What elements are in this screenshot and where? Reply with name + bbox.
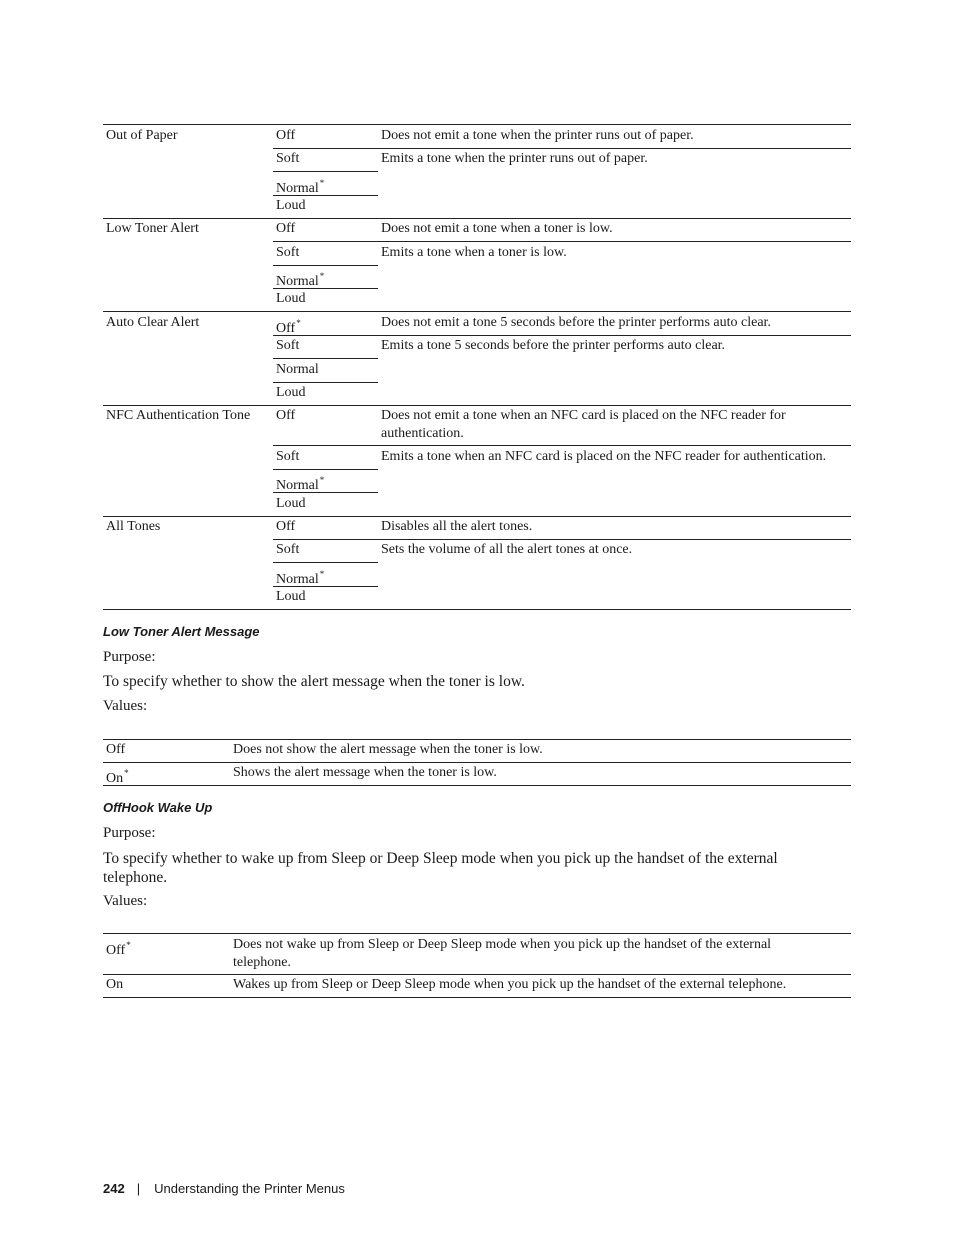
value-description: Emits a tone when a toner is low. — [381, 245, 567, 260]
value-soft: Soft — [276, 151, 300, 166]
table-rule — [103, 997, 851, 998]
setting-name: All Tones — [106, 519, 161, 534]
default-marker: * — [296, 318, 301, 328]
table-rule — [103, 974, 851, 975]
default-marker: * — [126, 940, 131, 950]
value-off: Off — [106, 742, 126, 757]
purpose-text: To specify whether to show the alert message when the toner is low. — [103, 673, 525, 690]
value-soft: Soft — [276, 449, 300, 464]
value-loud: Loud — [276, 589, 306, 604]
table-rule — [103, 739, 851, 740]
value-loud: Loud — [276, 496, 306, 511]
value-normal: Normal* — [276, 178, 325, 196]
value-description: Disables all the alert tones. — [381, 519, 533, 534]
value-off: Off — [276, 519, 296, 534]
value-description: Emits a tone when the printer runs out of paper. — [381, 151, 648, 166]
table-rule — [103, 124, 851, 125]
table-rule — [273, 445, 851, 446]
table-rule — [103, 785, 851, 786]
purpose-text: To specify whether to wake up from Sleep or Deep Sleep mode when you pick up the handset of the external telephone. — [103, 850, 778, 886]
default-marker: * — [319, 569, 325, 579]
default-marker: * — [319, 178, 325, 188]
value-description: Sets the volume of all the alert tones at once. — [381, 542, 633, 557]
value-on: On — [106, 977, 124, 992]
table-rule — [273, 171, 378, 172]
values-label: Values: — [103, 893, 148, 909]
value-on: On* — [106, 768, 129, 786]
page-footer — [103, 1180, 345, 1198]
value-description: Emits a tone 5 seconds before the printer performs auto clear. — [381, 338, 726, 353]
value-off: Off* — [106, 940, 131, 958]
table-rule — [103, 933, 851, 934]
section-heading: OffHook Wake Up — [103, 800, 213, 815]
table-rule — [273, 265, 378, 266]
page-number: 242 — [103, 1181, 125, 1196]
value-normal: Normal* — [276, 475, 325, 493]
value-description: Does not emit a tone 5 seconds before the printer performs auto clear. — [381, 315, 771, 330]
setting-name: Low Toner Alert — [106, 221, 199, 236]
value-soft: Soft — [276, 542, 300, 557]
footer-separator: | — [136, 1181, 141, 1196]
value-soft: Soft — [276, 245, 300, 260]
value-normal: Normal — [276, 362, 319, 377]
table-rule — [103, 405, 851, 406]
table-rule — [103, 218, 851, 219]
table-rule — [103, 609, 851, 610]
default-marker: * — [319, 271, 325, 281]
section-heading: Low Toner Alert Message — [103, 624, 260, 639]
value-description: Does not emit a tone when a toner is low. — [381, 221, 613, 236]
table-rule — [273, 562, 378, 563]
table-rule — [273, 335, 851, 336]
chapter-title: Understanding the Printer Menus — [154, 1181, 345, 1196]
value-normal: Normal* — [276, 271, 325, 289]
table-rule — [103, 311, 851, 312]
table-rule — [103, 762, 851, 763]
value-off: Off* — [276, 318, 301, 336]
purpose-label: Purpose: — [103, 649, 156, 665]
table-rule — [273, 241, 851, 242]
value-loud: Loud — [276, 385, 306, 400]
purpose-label: Purpose: — [103, 825, 156, 841]
value-description: Emits a tone when an NFC card is placed on the NFC reader for authentication. — [381, 449, 827, 464]
setting-name: Out of Paper — [106, 128, 178, 143]
value-off: Off — [276, 408, 296, 423]
table-rule — [273, 382, 378, 383]
value-description: Does not show the alert message when the toner is low. — [233, 742, 543, 757]
default-marker: * — [124, 768, 129, 778]
table-rule — [273, 358, 378, 359]
setting-name: NFC Authentication Tone — [106, 408, 251, 423]
table-rule — [273, 148, 851, 149]
value-description: Does not wake up from Sleep or Deep Sleep mode when you pick up the handset of the external telephone. — [233, 937, 772, 970]
value-loud: Loud — [276, 291, 306, 306]
value-loud: Loud — [276, 198, 306, 213]
table-rule — [103, 516, 851, 517]
value-description: Shows the alert message when the toner is low. — [233, 765, 497, 780]
value-description: Does not emit a tone when the printer runs out of paper. — [381, 128, 694, 143]
default-marker: * — [319, 475, 325, 485]
value-description: Does not emit a tone when an NFC card is placed on the NFC reader for authentication. — [381, 408, 786, 441]
value-soft: Soft — [276, 338, 300, 353]
table-rule — [273, 469, 378, 470]
value-off: Off — [276, 221, 296, 236]
setting-name: Auto Clear Alert — [106, 315, 200, 330]
value-off: Off — [276, 128, 296, 143]
value-normal: Normal* — [276, 569, 325, 587]
value-description: Wakes up from Sleep or Deep Sleep mode when you pick up the handset of the external telephone. — [233, 977, 787, 992]
table-rule — [273, 539, 851, 540]
values-label: Values: — [103, 698, 148, 714]
